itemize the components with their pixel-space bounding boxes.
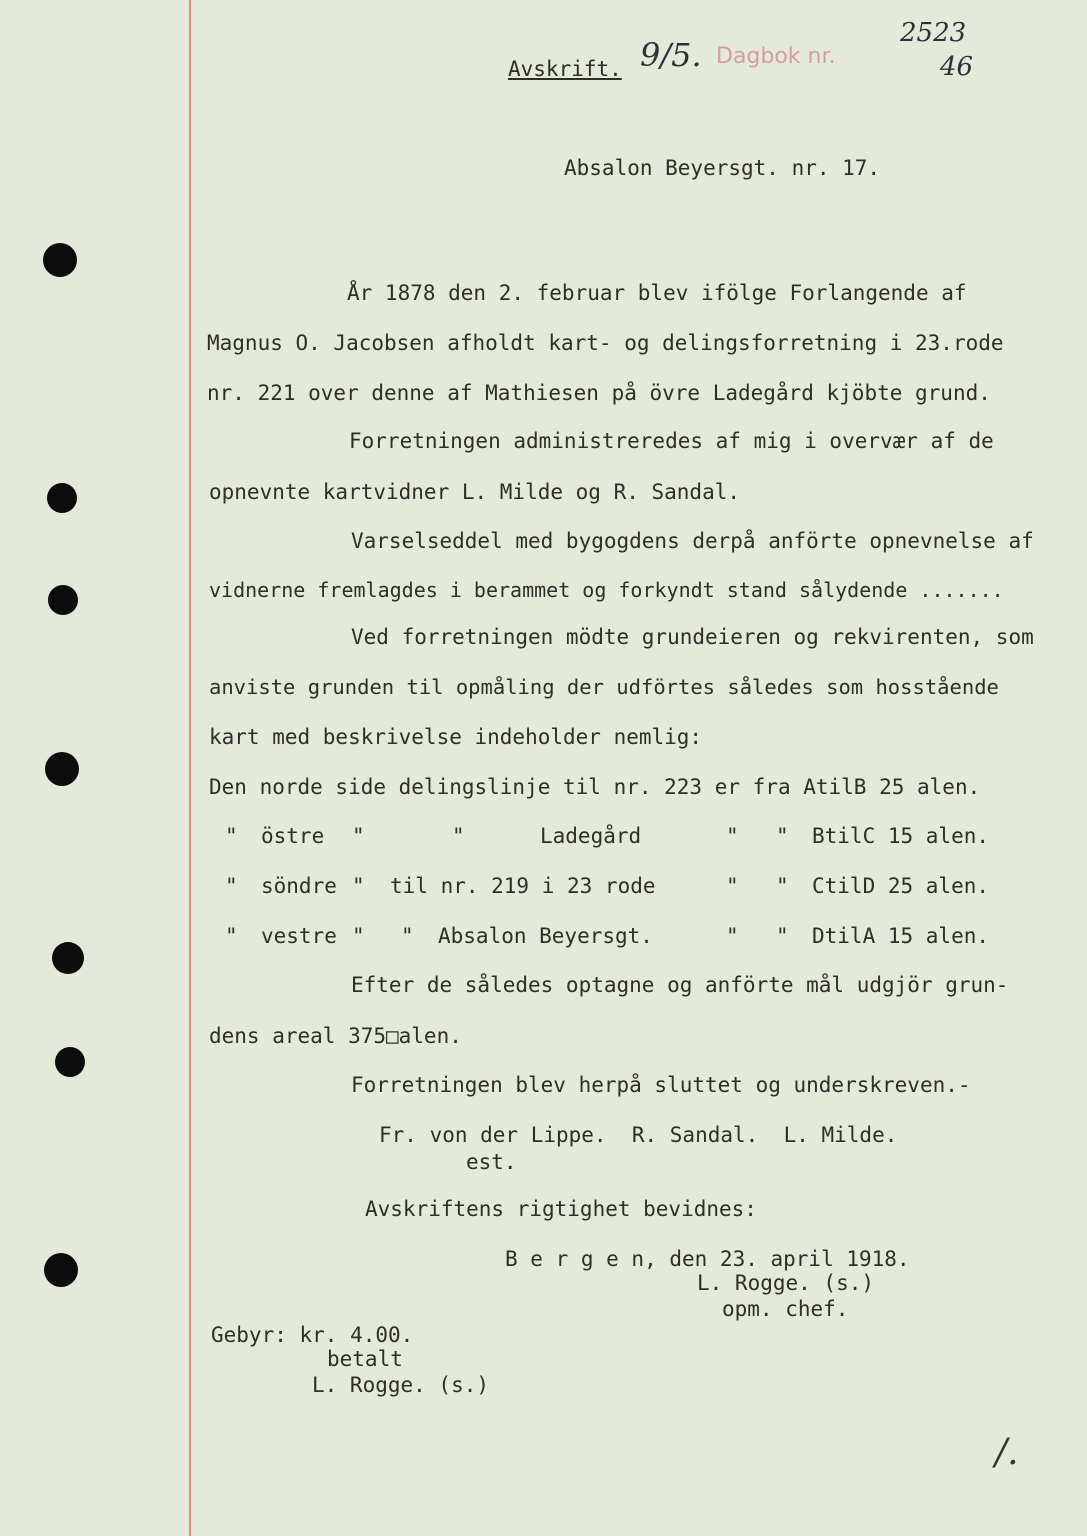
ditto-mark: " bbox=[225, 924, 238, 948]
boundary-measure: BtilC 15 alen. bbox=[812, 824, 990, 848]
dagbok-stamp: Dagbok nr. bbox=[716, 44, 836, 69]
paragraph1-line: nr. 221 over denne af Mathiesen på övre Ladegård kjöbte grund. bbox=[207, 381, 991, 405]
closing-title: opm. chef. bbox=[722, 1297, 849, 1321]
paragraph2-line: Forretningen administreredes af mig i overvær af de bbox=[349, 429, 994, 453]
paragraph2-line: opnevnte kartvidner L. Milde og R. Sandal. bbox=[209, 480, 741, 504]
punch-hole bbox=[52, 942, 84, 974]
ditto-mark: " bbox=[352, 874, 365, 898]
stamp-number-bottom: 46 bbox=[940, 52, 974, 82]
ditto-mark: " bbox=[726, 924, 739, 948]
handwritten-date: 9/5. bbox=[640, 36, 702, 74]
boundary-first-line: Den norde side delingslinje til nr. 223 er fra AtilB 25 alen. bbox=[209, 775, 981, 799]
paragraph3-line: Varselseddel med bygogdens derpå anförte opnevnelse af bbox=[351, 529, 1034, 553]
punch-hole bbox=[48, 585, 78, 615]
paragraph4-line: kart med beskrivelse indeholder nemlig: bbox=[209, 725, 703, 749]
paragraph1-line: År 1878 den 2. februar blev ifölge Forlangende af bbox=[347, 281, 967, 305]
ditto-mark: " bbox=[352, 924, 365, 948]
paragraph1-line: Magnus O. Jacobsen afholdt kart- og delingsforretning i 23.rode bbox=[207, 331, 1004, 355]
boundary-measure: CtilD 25 alen. bbox=[812, 874, 990, 898]
ditto-mark: " bbox=[726, 824, 739, 848]
boundary-side: östre bbox=[261, 824, 325, 848]
signatures-est: est. bbox=[466, 1150, 517, 1174]
punch-hole bbox=[44, 1253, 78, 1287]
ditto-mark: " bbox=[225, 874, 238, 898]
footer-mark: /. bbox=[995, 1432, 1019, 1473]
punch-hole bbox=[45, 752, 79, 786]
closing-signer: L. Rogge. (s.) bbox=[697, 1271, 875, 1295]
boundary-side: vestre bbox=[261, 924, 337, 948]
ditto-mark: " bbox=[726, 874, 739, 898]
boundary-side: söndre bbox=[261, 874, 337, 898]
fee-line: Gebyr: kr. 4.00. bbox=[211, 1323, 414, 1347]
stamp-number-top: 2523 bbox=[900, 18, 967, 48]
boundary-measure: DtilA 15 alen. bbox=[812, 924, 990, 948]
document-title: Avskrift. bbox=[508, 57, 622, 81]
punch-hole bbox=[47, 483, 77, 513]
ditto-mark: " bbox=[776, 824, 789, 848]
paragraph4-line: anviste grunden til opmåling der udförtes således som hosstående bbox=[209, 675, 999, 699]
paragraph3-line: vidnerne fremlagdes i berammet og forkyndt stand sålydende ....... bbox=[209, 578, 1004, 602]
ditto-mark: " bbox=[352, 824, 365, 848]
paragraph5-line: Efter de således optagne og anförte mål udgjör grun- bbox=[351, 973, 1009, 997]
boundary-target: Ladegård bbox=[540, 824, 642, 848]
boundary-target: Absalon Beyersgt. bbox=[438, 924, 653, 948]
margin-line bbox=[189, 0, 191, 1536]
ditto-mark: " bbox=[776, 924, 789, 948]
closing-statement: Forretningen blev herpå sluttet og underskreven.- bbox=[351, 1073, 971, 1097]
paragraph4-line: Ved forretningen mödte grundeieren og rekvirenten, som bbox=[351, 625, 1034, 649]
attestation: Avskriftens rigtighet bevidnes: bbox=[365, 1197, 757, 1221]
ditto-mark: " bbox=[401, 924, 414, 948]
ditto-mark: " bbox=[225, 824, 238, 848]
boundary-target: til nr. 219 i 23 rode bbox=[390, 874, 656, 898]
paragraph5-line: dens areal 375□alen. bbox=[209, 1024, 462, 1048]
ditto-mark: " bbox=[776, 874, 789, 898]
punch-hole bbox=[55, 1047, 85, 1077]
place-date: B e r g e n, den 23. april 1918. bbox=[505, 1247, 910, 1271]
ditto-mark: " bbox=[452, 824, 465, 848]
fee-paid: betalt bbox=[327, 1347, 403, 1371]
address-heading: Absalon Beyersgt. nr. 17. bbox=[564, 156, 881, 180]
punch-hole bbox=[43, 243, 77, 277]
fee-signer: L. Rogge. (s.) bbox=[312, 1373, 490, 1397]
signatures-line: Fr. von der Lippe. R. Sandal. L. Milde. bbox=[379, 1123, 898, 1147]
